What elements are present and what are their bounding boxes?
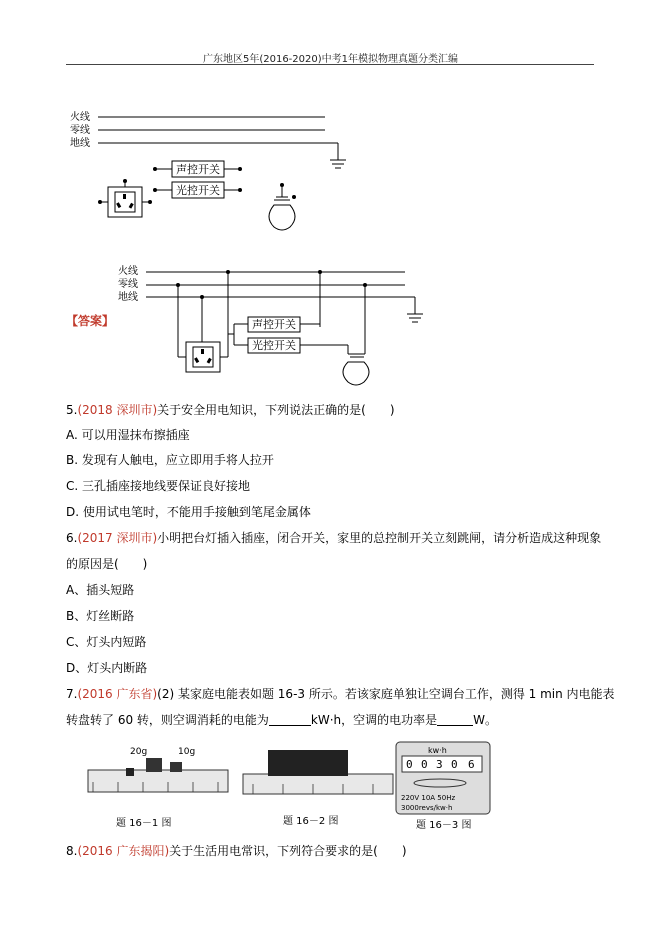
- meter-spec: 220V 10A 50Hz: [401, 794, 456, 802]
- ground-wire-label: 地线: [70, 138, 90, 149]
- live-wire-label: 火线: [70, 112, 90, 123]
- q6-number: 6.: [66, 531, 78, 545]
- q6-option-a: A、插头短路: [66, 583, 135, 597]
- sound-switch-label: 声控开关: [176, 163, 220, 176]
- page-header: 广东地区5年(2016-2020)中考1年模拟物理真题分类汇编: [202, 54, 459, 65]
- question-5: [66, 402, 395, 418]
- neutral-wire-label: 零线: [70, 125, 90, 136]
- meter-digit-3: 3: [436, 758, 443, 771]
- light-switch-label: 光控开关: [176, 184, 220, 197]
- answer-sound-switch-label: 声控开关: [252, 318, 296, 331]
- weight-20g-label: 20g: [130, 747, 148, 757]
- question-8: [66, 843, 407, 859]
- q5-option-d: D. 使用试电笔时，不能用手接触到笔尾金属体: [66, 505, 311, 519]
- q7-stem: (2) 某家庭电能表如题 16-3 所示。若该家庭单独让空调台工作，测得 1 min 内电能表: [157, 687, 615, 701]
- meter-unit: kw·h: [428, 746, 447, 755]
- meter-revolutions: 3000revs/kw·h: [401, 804, 453, 812]
- meter-digit-2: 0: [421, 758, 428, 771]
- figure-16-2: [243, 750, 393, 827]
- q7-stem-part: 转盘转了 60 转，则空调消耗的电能为: [66, 713, 269, 727]
- q5-option-a: A. 可以用湿抹布擦插座: [66, 428, 190, 442]
- figure-16-1-caption: 题 16－1 图: [116, 818, 172, 829]
- q7-number: 7.: [66, 687, 78, 701]
- answer-live-wire-label: 火线: [118, 266, 138, 277]
- q5-option-c: C. 三孔插座接地线要保证良好接地: [66, 479, 251, 493]
- figures-strip: [78, 740, 578, 836]
- figure-16-3-caption: 题 16－3 图: [416, 820, 472, 831]
- q7-blank-power: [437, 714, 473, 726]
- q8-source: (2016 广东揭阳): [77, 844, 170, 858]
- q6-option-b: B、灯丝断路: [66, 609, 135, 623]
- q7-blank-energy: [269, 714, 311, 726]
- q7-stem-continued: [66, 712, 497, 728]
- figure-16-2-caption: 题 16－2 图: [283, 816, 339, 827]
- circuit-diagram-question: [60, 105, 360, 240]
- answer-ground-wire-label: 地线: [118, 292, 138, 303]
- meter-digit-4: 0: [451, 758, 458, 771]
- weight-10g-label: 10g: [178, 747, 196, 757]
- q5-number: 5.: [66, 403, 78, 417]
- answer-label: 【答案】: [66, 314, 115, 328]
- answer-light-switch-label: 光控开关: [252, 339, 296, 352]
- answer-neutral-wire-label: 零线: [118, 279, 138, 290]
- q7-unit-kwh: kW·h，空调的电功率是: [310, 713, 438, 727]
- q7-unit-w: W。: [473, 713, 498, 727]
- figure-16-1: [88, 747, 228, 829]
- circuit-diagram-answer: [110, 262, 440, 390]
- figure-16-3-meter: [396, 742, 490, 831]
- q5-option-b: B. 发现有人触电，应立即用手将人拉开: [66, 453, 274, 467]
- question-7: [66, 686, 615, 702]
- q6-stem-continued: 的原因是( ): [66, 557, 148, 571]
- q8-number: 8.: [66, 844, 78, 858]
- q5-source: (2018 深圳市): [77, 403, 158, 417]
- q8-stem: 关于生活用电常识，下列符合要求的是( ): [169, 844, 407, 858]
- meter-digit-1: 0: [406, 758, 413, 771]
- meter-digit-5: 6: [468, 758, 475, 771]
- q6-stem: 小明把台灯插入插座，闭合开关，家里的总控制开关立刻跳闸，请分析造成这种现象: [157, 531, 602, 545]
- q7-source: (2016 广东省): [77, 687, 158, 701]
- q5-stem: 关于安全用电知识，下列说法正确的是( ): [157, 403, 395, 417]
- question-6: [66, 530, 601, 546]
- header-divider: [66, 64, 594, 65]
- q6-option-c: C、灯头内短路: [66, 635, 147, 649]
- q6-option-d: D、灯头内断路: [66, 661, 148, 675]
- q6-source: (2017 深圳市): [77, 531, 158, 545]
